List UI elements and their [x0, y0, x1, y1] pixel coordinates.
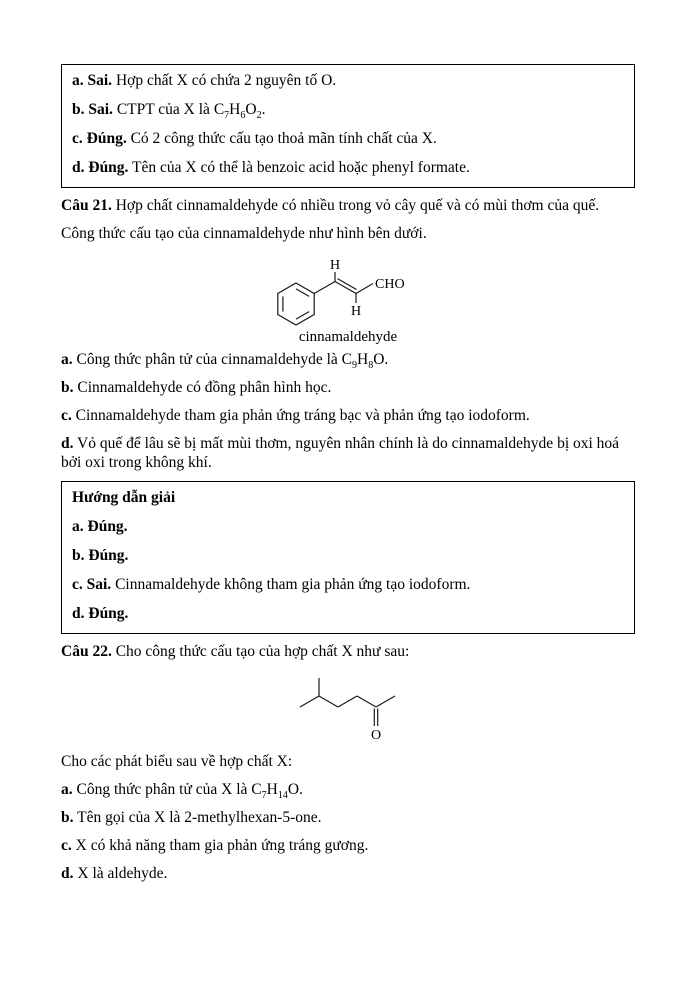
question-22-label: Câu 22.	[61, 643, 112, 660]
skeletal-bonds	[300, 678, 395, 726]
statement-text: Vỏ quế để lâu sẽ bị mất mùi thơm, nguyên nhân chính là do cinnamaldehyde bị oxi hoá bởi oxi trong không khí.	[61, 435, 620, 471]
solution-line-b	[72, 546, 624, 565]
solution-title	[72, 488, 624, 507]
h-top-label: H	[329, 258, 341, 273]
statement-letter: a.	[61, 781, 73, 798]
q22-statement-a	[61, 780, 635, 802]
q22-statement-b	[61, 808, 635, 827]
answer-text: CTPT của X là	[112, 101, 214, 118]
benzene-ring-icon	[278, 283, 314, 325]
answer-verdict: c. Sai.	[72, 576, 112, 593]
answer-line-d	[72, 158, 624, 177]
solution-line-c	[72, 575, 624, 594]
question-21-label: Câu 21.	[61, 197, 112, 214]
solution-line-d	[72, 604, 624, 623]
statement-letter: c.	[61, 407, 72, 424]
chemical-formula: $C_9H_8O$	[341, 351, 385, 372]
q21-statement-a	[61, 350, 635, 372]
q22-statement-c	[61, 836, 635, 855]
cho-label: CHO	[375, 277, 405, 292]
figure-caption: cinnamaldehyde	[298, 329, 398, 345]
statement-text-suffix: .	[384, 351, 389, 368]
statement-letter: c.	[61, 837, 72, 854]
solution-title-text: Hướng dẫn giải	[72, 489, 176, 506]
answer-verdict: d. Đúng.	[72, 605, 129, 622]
answer-verdict: d. Đúng.	[72, 159, 129, 176]
statement-letter: b.	[61, 379, 74, 396]
question-21-line2: Công thức cấu tạo của cinnamaldehyde như hình bên dưới.	[61, 225, 427, 242]
ketone-figure	[61, 670, 635, 748]
statement-letter: d.	[61, 865, 74, 882]
ketone-structure	[279, 670, 417, 748]
statement-text: Công thức phân tử của cinnamaldehyde là	[72, 351, 342, 368]
chemical-formula: $C_7H_{14}O$	[251, 781, 300, 802]
answer-box-previous	[61, 64, 635, 188]
statement-letter: a.	[61, 351, 73, 368]
statement-text: X là aldehyde.	[73, 865, 168, 882]
chemical-formula: $C_7H_6O_2$	[213, 101, 262, 122]
statement-text: Cinnamaldehyde có đồng phân hình học.	[73, 379, 332, 396]
solution-box-q21	[61, 481, 635, 634]
answer-line-c	[72, 129, 624, 148]
answer-text: Hợp chất X có chứa 2 nguyên tố O.	[112, 72, 337, 89]
q22-prompt: Cho các phát biểu sau về hợp chất X:	[61, 753, 293, 770]
h-bottom-label: H	[350, 304, 362, 319]
answer-verdict: b. Sai.	[72, 101, 113, 118]
answer-text: Tên của X có thể là benzoic acid hoặc phenyl formate.	[128, 159, 470, 176]
solution-line-a	[72, 517, 624, 536]
answer-text: Có 2 công thức cấu tạo thoả mãn tính chất của X.	[126, 130, 437, 147]
answer-text: Cinnamaldehyde không tham gia phản ứng tạo iodoform.	[111, 576, 471, 593]
answer-verdict: a. Sai.	[72, 72, 113, 89]
answer-line-a	[72, 71, 624, 90]
statement-letter: b.	[61, 809, 74, 826]
oxygen-label: O	[370, 728, 382, 743]
question-22-text: Cho công thức cấu tạo của hợp chất X như sau:	[111, 643, 410, 660]
cinnamaldehyde-figure	[61, 252, 635, 346]
answer-verdict: c. Đúng.	[72, 130, 127, 147]
answer-verdict: a. Đúng.	[72, 518, 128, 535]
answer-line-b	[72, 100, 624, 122]
statement-text: Cinnamaldehyde tham gia phản ứng tráng bạc và phản ứng tạo iodoform.	[71, 407, 530, 424]
question-21-text: Hợp chất cinnamaldehyde có nhiều trong vỏ cây quế và có mùi thơm của quế.	[111, 197, 600, 214]
question-21-intro	[61, 196, 635, 215]
statement-letter: d.	[61, 435, 74, 452]
vinyl-chain-bonds	[314, 272, 373, 303]
q21-statement-d	[61, 434, 635, 472]
statement-text-suffix: .	[299, 781, 303, 798]
cinnamaldehyde-structure	[264, 252, 432, 328]
statement-text: X có khả năng tham gia phản ứng tráng gương.	[71, 837, 369, 854]
statement-text: Tên gọi của X là 2-methylhexan-5-one.	[73, 809, 322, 826]
question-22-intro	[61, 642, 635, 661]
q22-statement-d	[61, 864, 635, 883]
statement-text: Công thức phân tử của X là	[72, 781, 252, 798]
answer-text-suffix: .	[261, 101, 266, 118]
answer-verdict: b. Đúng.	[72, 547, 129, 564]
q21-statement-b	[61, 378, 635, 397]
q21-statement-c	[61, 406, 635, 425]
